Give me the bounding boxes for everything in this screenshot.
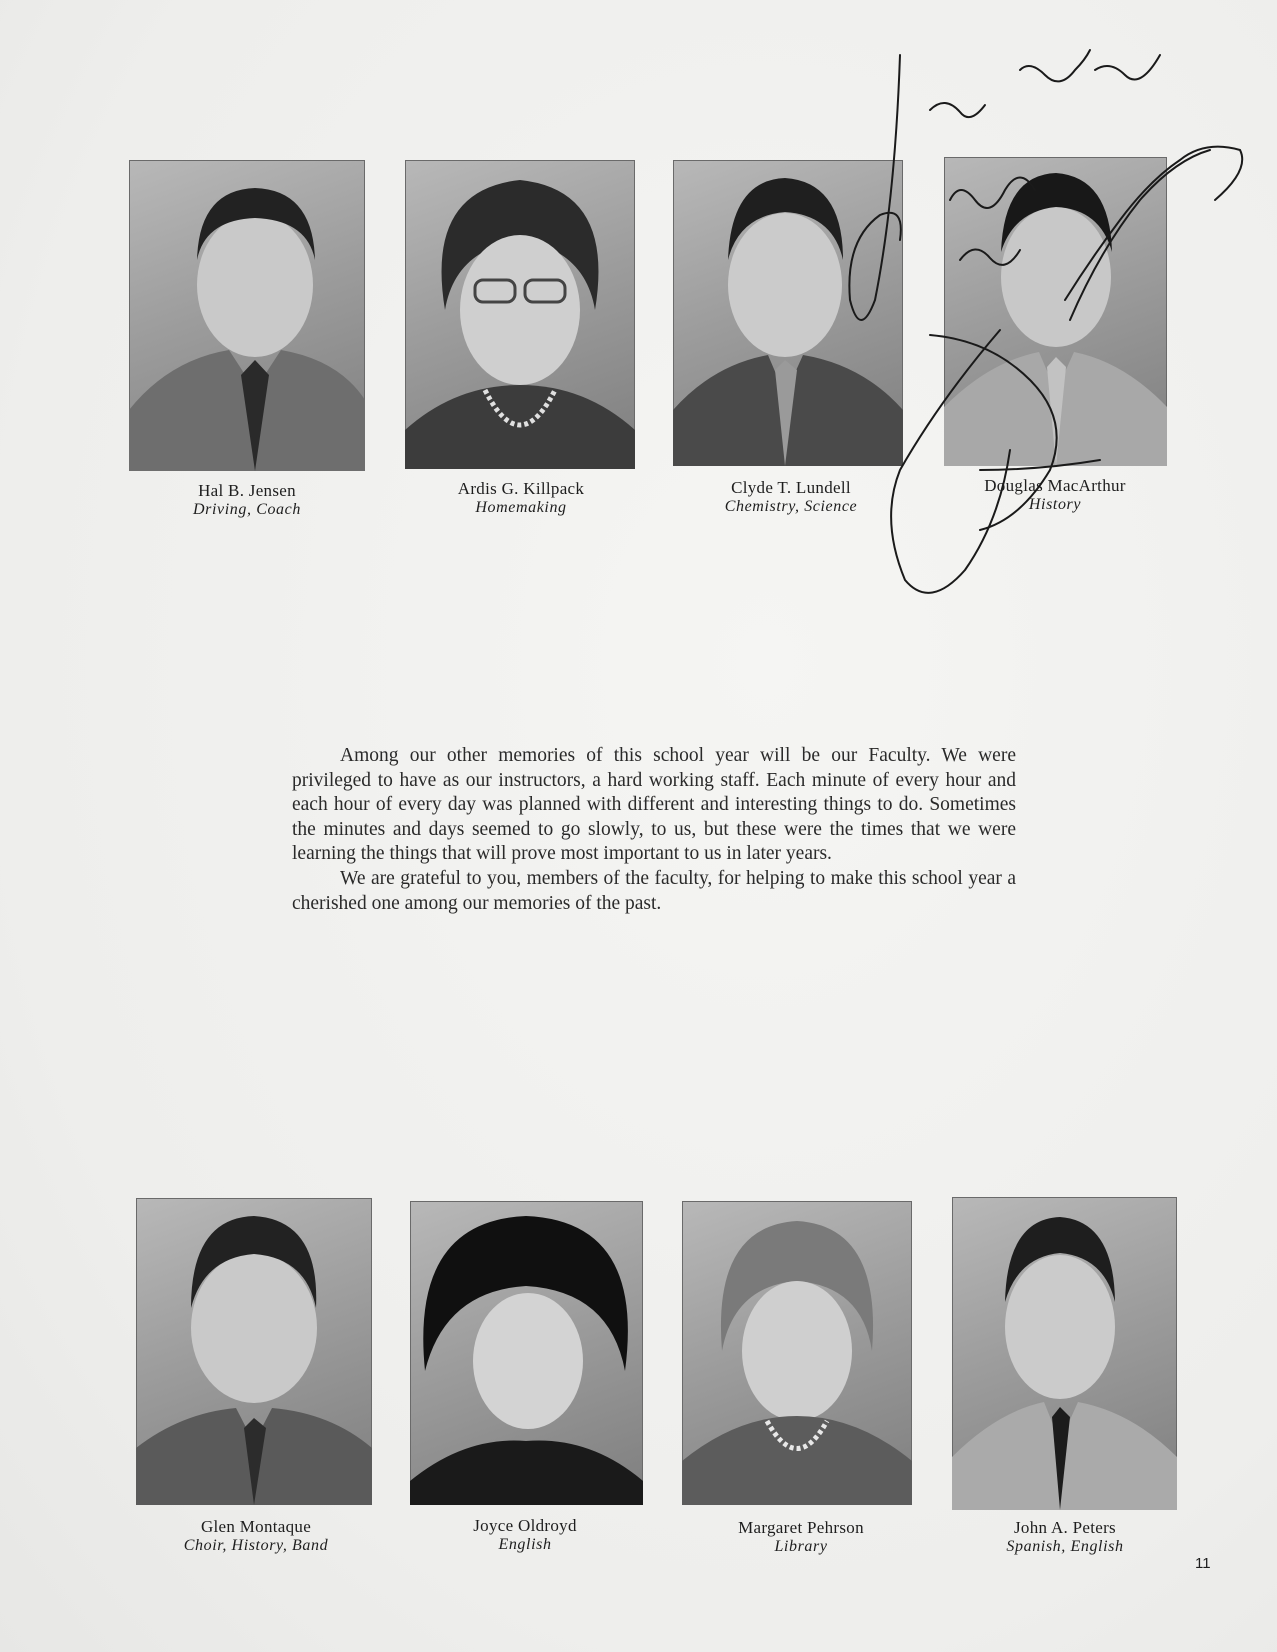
page-number: 11	[1195, 1555, 1211, 1572]
portrait-photo	[410, 1201, 643, 1505]
faculty-name: Ardis G. Killpack	[457, 479, 585, 498]
faculty-caption	[671, 478, 911, 516]
portrait-photo	[952, 1197, 1177, 1510]
faculty-subjects: English	[498, 1536, 552, 1553]
faculty-caption	[405, 1516, 645, 1554]
faculty-subjects: Chemistry, Science	[724, 498, 858, 515]
faculty-intro-text	[292, 744, 1016, 916]
portrait-photo	[405, 160, 635, 469]
faculty-subjects: Choir, History, Band	[183, 1537, 329, 1554]
faculty-name: Margaret Pehrson	[738, 1518, 864, 1537]
faculty-subjects: Homemaking	[475, 499, 567, 516]
faculty-subjects: Spanish, English	[1006, 1538, 1124, 1555]
faculty-name: Hal B. Jensen	[198, 481, 296, 500]
faculty-name: Douglas MacArthur	[984, 476, 1126, 495]
faculty-name: Joyce Oldroyd	[473, 1516, 577, 1535]
portrait-photo	[136, 1198, 372, 1505]
faculty-caption	[401, 479, 641, 517]
faculty-subjects: Driving, Coach	[193, 501, 301, 518]
faculty-caption	[945, 1518, 1185, 1556]
faculty-caption	[127, 481, 367, 519]
intro-paragraph: Among our other memories of this school year will be our Faculty. We were privileged to have as our instructors, a hard working staff. Each minute of every hour and each hour of every day was planned with different and interesting things to do. Sometimes the minutes and days seemed to go slowly, to us, but these were the times that we were learning the things that will prove most important to us in later years.	[292, 745, 1016, 865]
portrait-photo	[682, 1201, 912, 1505]
faculty-caption	[681, 1518, 921, 1556]
faculty-caption	[136, 1517, 376, 1555]
faculty-name: Clyde T. Lundell	[731, 478, 851, 497]
faculty-name: John A. Peters	[1014, 1518, 1116, 1537]
faculty-caption	[935, 476, 1175, 514]
portrait-photo	[129, 160, 365, 471]
faculty-subjects: History	[1028, 496, 1082, 513]
intro-paragraph: We are grateful to you, members of the faculty, for helping to make this school year a cherished one among our memories of the past.	[292, 867, 1016, 914]
portrait-photo	[944, 157, 1167, 466]
faculty-name: Glen Montaque	[200, 1517, 312, 1536]
portrait-photo	[673, 160, 903, 466]
faculty-subjects: Library	[774, 1538, 828, 1555]
